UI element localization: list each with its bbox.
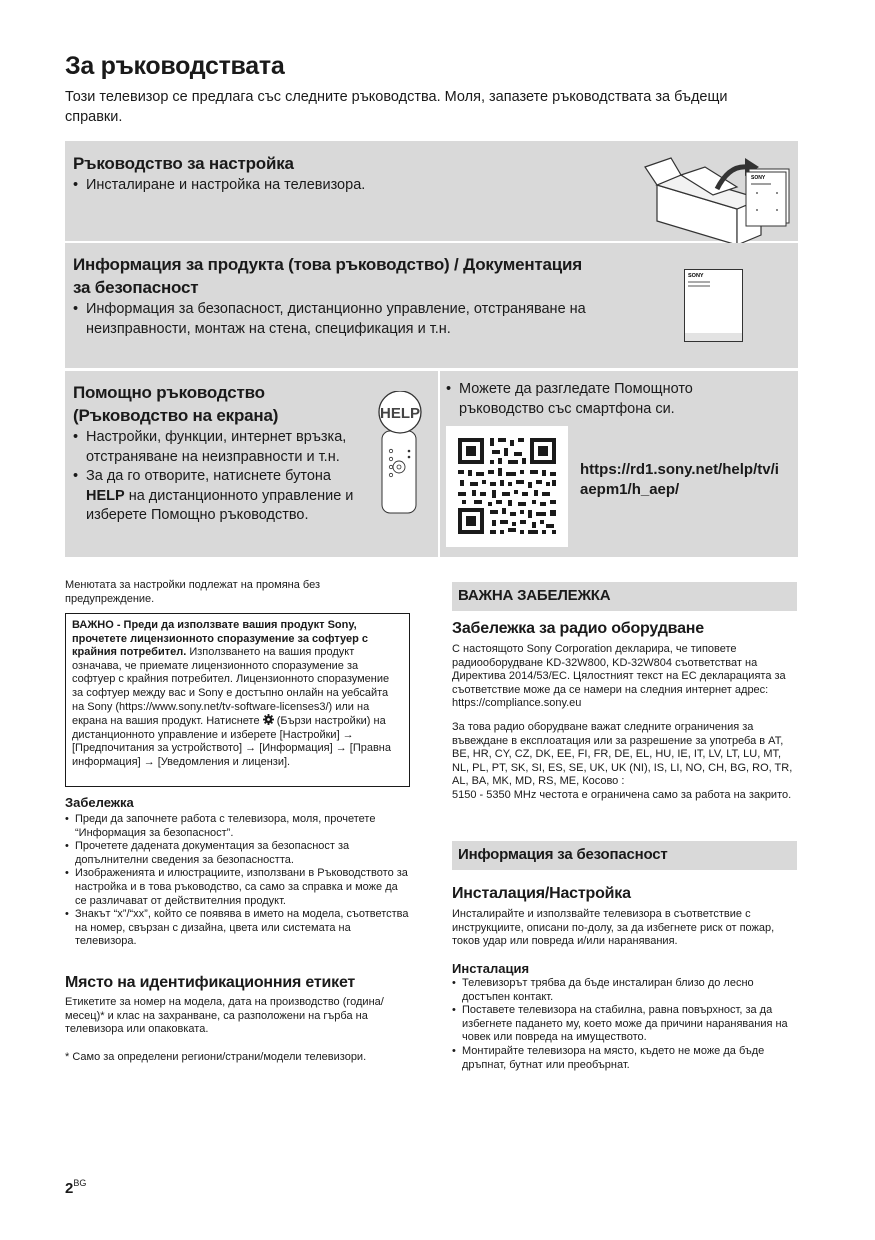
- help-guide-box: [65, 371, 438, 557]
- list-item: • Монтирайте телевизора на място, където не може да бъде дръпнат, бутнат или преобърнат.: [452, 1045, 797, 1072]
- manual-booklet-icon: [746, 169, 789, 226]
- manual-brand: SONY: [751, 175, 766, 181]
- product-info-list: [73, 300, 593, 339]
- radio-equipment-para-3: 5150 - 5350 MHz честота е ограничена само за работа на закрито.: [452, 789, 792, 801]
- label-location-text: Етикетите за номер на модела, дата на производство (година/месец)* и клас на захранване, са разположени на гърба на телевизора или опаковката.: [65, 996, 384, 1036]
- setup-guide-list: [73, 176, 365, 196]
- page-number: $2^{BG}$: [65, 1178, 87, 1197]
- important-heading: ВАЖНО - Преди да използвате вашия продукт Sony, прочетете лицензионното споразумение за софтуер с крайния потребител.: [72, 619, 368, 659]
- product-info-box: [65, 243, 798, 368]
- important-text-2: (Бързи настройки) на дистанционното управление и изберете [Настройки] → [Предпочитания за устройството] → [Информация] → [Правна информация] → [Уведомления и лицензи].: [72, 715, 391, 768]
- list-item: • Настройки, функции, интернет връзка, отстраняване на неизправности и т.н.: [73, 428, 368, 467]
- note-list: [65, 813, 410, 949]
- installation-list: [452, 977, 797, 1072]
- label-location-heading: Място на идентификационния етикет: [65, 974, 356, 991]
- smartphone-list: [446, 380, 746, 419]
- page-language: BG: [73, 1178, 87, 1188]
- help-key-label: HELP: [86, 487, 125, 504]
- label-location-footnote: * Само за определени региони/страни/модели телевизори.: [65, 1051, 367, 1063]
- smartphone-box: [440, 371, 798, 557]
- help-guide-list: [73, 428, 368, 526]
- setup-guide-box: [65, 141, 798, 241]
- important-notice-band: ВАЖНА ЗАБЕЛЕЖКА: [452, 582, 797, 611]
- list-item: • За да го отворите, натиснете бутона HELP на дистанционното управление и изберете Помощно ръководство.: [73, 467, 368, 526]
- help-label: HELP: [379, 405, 421, 422]
- installation-subheading: Инсталация: [452, 961, 530, 976]
- note-heading: Забележка: [65, 795, 134, 810]
- qr-code[interactable]: [446, 426, 568, 547]
- radio-equipment-para-2: За това радио оборудване важат следните ограничения за въвеждане в експлоатация или за разрешение за употреба в AT, BE, HR, CY, CZ, DK, EE, FI, FR, DE, EL, HU, IE, IT, LV, LT, LU, MT, NL, PL, PT, SK, SI, ES, SE, UK, UK (NI), IS, LI, NO, CH, BG, RO, TR, AL, BA, MK, MD, RS, ME, Косово :: [452, 721, 793, 788]
- safety-info-band: Информация за безопасност: [452, 841, 797, 870]
- installation-intro: Инсталирайте и използвайте телевизора в съответствие с инструкциите, описани по-долу, за да избегнете риск от пожар, токов удар или повреда и/или наранявания.: [452, 908, 775, 948]
- help-guide-url[interactable]: https://rd1.sony.net/help/tv/iaepm1/h_aep/: [580, 461, 779, 498]
- list-item: • Преди да започнете работа с телевизора, моля, прочетете “Информация за безопасност”.: [65, 813, 410, 840]
- radio-equipment-heading: Забележка за радио оборудване: [452, 620, 704, 637]
- list-item: • Поставете телевизора на стабилна, равна повърхност, за да избегнете падането му, което може да причини наранявания на човек или повреда на имуществото.: [452, 1004, 797, 1045]
- list-item: • Изображенията и илюстрациите, използвани в Ръководството за настройка и в това ръководство, са само за справка и може да се различават от действителния продукт.: [65, 867, 410, 908]
- remote-help-icon: [371, 391, 431, 515]
- intro-text: Този телевизор се предлага със следните ръководства. Моля, запазете ръководствата за бъдещи справки.: [65, 89, 728, 125]
- list-item: • Можете да разгледате Помощното ръководство със смартфона си.: [446, 380, 746, 419]
- product-info-title: Информация за продукта (това ръководство) / Документация за безопасност: [73, 255, 583, 297]
- list-item: • Информация за безопасност, дистанционно управление, отстраняване на неизправности, монтаж на стена, спецификация и т.н.: [73, 300, 593, 339]
- radio-equipment-para-1: С настоящото Sony Corporation декларира, че типовете радиооборудване KD-32W800, KD-32W804 съответстват на Директива 2014/53/ЕС. Цялостният текст на ЕС декларацията за съответствие може да се намери на следния интернет адрес: https://compliance.sony.eu: [452, 643, 786, 710]
- help-guide-title: Помощно ръководство (Ръководство на екрана): [73, 383, 279, 425]
- product-manual-icon: [684, 269, 744, 343]
- manual-brand: SONY: [688, 273, 704, 279]
- gear-icon: [263, 714, 274, 725]
- menu-change-note: Менютата за настройки подлежат на промяна без предупреждение.: [65, 579, 321, 605]
- qr-code-icon: [446, 426, 568, 547]
- list-item: • Телевизорът трябва да бъде инсталиран близо до лесно достъпен контакт.: [452, 977, 797, 1004]
- tv-box-illustration-icon: [643, 155, 791, 245]
- list-item: • Инсталиране и настройка на телевизора.: [73, 176, 365, 196]
- setup-guide-title: Ръководство за настройка: [73, 154, 294, 173]
- important-text: Използването на вашия продукт означава, че приемате лицензионното споразумение за софтуер с крайния потребител. Лицензионното споразумение за софтуер между вас и Sony е достъпно онлайн на уебсайта на Sony (https://www.sony.net/tv-software-licenses3/) или на екрана на вашия продукт. Натиснете: [72, 646, 390, 728]
- important-license-box: [65, 613, 410, 787]
- list-item: • Знакът “x”/“xx”, който се появява в името на модела, съответства на номер, свързан с дизайна, цвета или системата на телевизора.: [65, 908, 410, 949]
- list-item: • Прочетете дадената документация за безопасност за допълнителни сведения за безопасността.: [65, 840, 410, 867]
- installation-setup-heading: Инсталация/Настройка: [452, 885, 631, 902]
- page-title: За ръководствата: [65, 52, 285, 80]
